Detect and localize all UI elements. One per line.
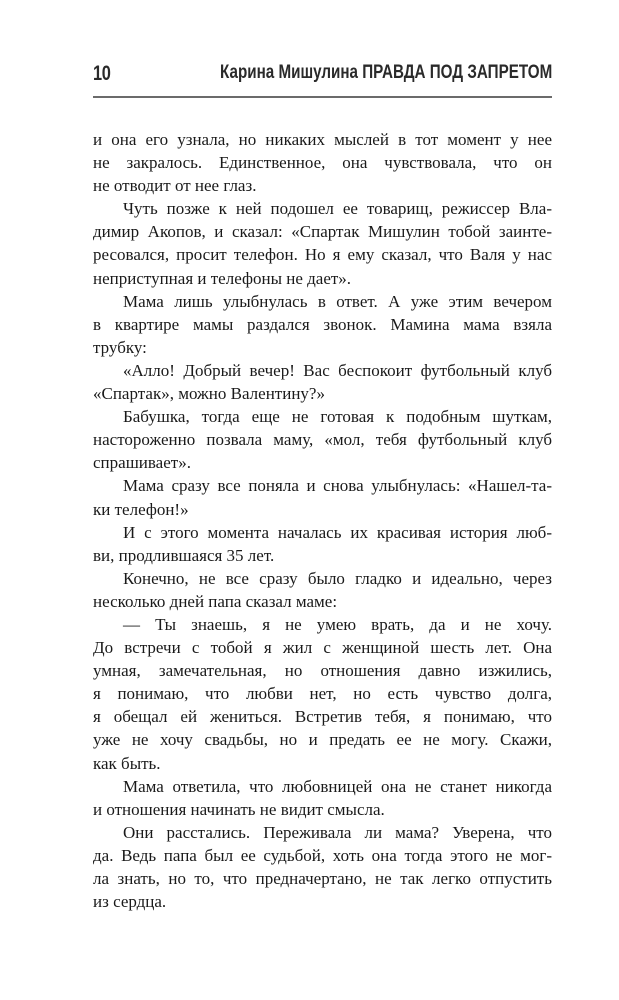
text-line: неприступная и телефоны не дает». (93, 268, 352, 288)
text-line: И с этого момента началась их красивая история люб- (123, 522, 552, 542)
text-line: — Ты знаешь, я не умею врать, да и не хочу. (123, 614, 552, 634)
text-line: Бабушка, тогда еще не готовая к подобным шуткам, (123, 407, 552, 427)
text-line: настороженно позвала маму, «мол, тебя футбольный клуб (93, 430, 552, 450)
text-line: ла знать, но то, что предначертано, не так легко отпустить (93, 869, 552, 888)
text-line: «Спартак», можно Валентину?» (93, 384, 325, 404)
text-line: Они расстались. Переживала ли мама? Уверена, что (123, 822, 552, 842)
text-line: Чуть позже к ней подошел ее товарищ, режиссер Вла- (123, 199, 552, 219)
text-line: и она его узнала, но никаких мыслей в тот момент у нее (93, 130, 552, 149)
text-line: я понимаю, что любви нет, но есть чувство долга, (93, 684, 552, 704)
text-line: ки телефон!» (93, 499, 189, 519)
running-header (93, 62, 552, 98)
text-line: в квартире мамы раздался звонок. Мамина мама взяла (93, 314, 552, 334)
text-line: не отводит от нее глаз. (93, 176, 257, 196)
text-line: несколько дней папа сказал маме: (93, 591, 338, 611)
text-line: ресовался, просит телефон. Но я ему сказал, что Валя у нас (93, 245, 552, 265)
text-line: «Алло! Добрый вечер! Вас беспокоит футбольный клуб (123, 360, 552, 380)
text-line: как быть. (93, 753, 161, 773)
text-line: ви, продлившаяся 35 лет. (93, 545, 275, 565)
text-line: Мама ответила, что любовницей она не станет никогда (123, 776, 552, 796)
text-line: и отношения начинать не видит смысла. (93, 799, 385, 819)
text-line: димир Акопов, и сказал: «Спартак Мишулин тобой заинте- (93, 222, 552, 242)
text-line: не закралось. Единственное, она чувствовала, что он (93, 153, 552, 173)
body-text (93, 128, 552, 913)
text-line: спрашивает». (93, 453, 191, 473)
text-line: я обещал ей жениться. Встретив тебя, я понимаю, что (93, 707, 552, 727)
text-line: трубку: (93, 337, 147, 357)
text-line: Мама лишь улыбнулась в ответ. А уже этим вечером (123, 291, 552, 311)
text-line: умная, замечательная, но отношения давно изжились, (93, 661, 552, 681)
text-line: Мама сразу все поняла и снова улыбнулась: «Нашел-та- (123, 476, 552, 496)
text-line: из сердца. (93, 892, 167, 912)
page-number: 10 (93, 62, 111, 85)
running-header-title: Карина Мишулина ПРАВДА ПОД ЗАПРЕТОМ (219, 62, 552, 83)
text-line: Конечно, не все сразу было гладко и идеально, через (123, 568, 552, 588)
text-line: До встречи с тобой я жил с женщиной шесть лет. Она (93, 638, 552, 658)
text-line: уже не хочу свадьбы, но и предать ее не могу. Скажи, (93, 730, 552, 750)
text-line: да. Ведь папа был ее судьбой, хоть она тогда этого не мог- (93, 845, 552, 865)
